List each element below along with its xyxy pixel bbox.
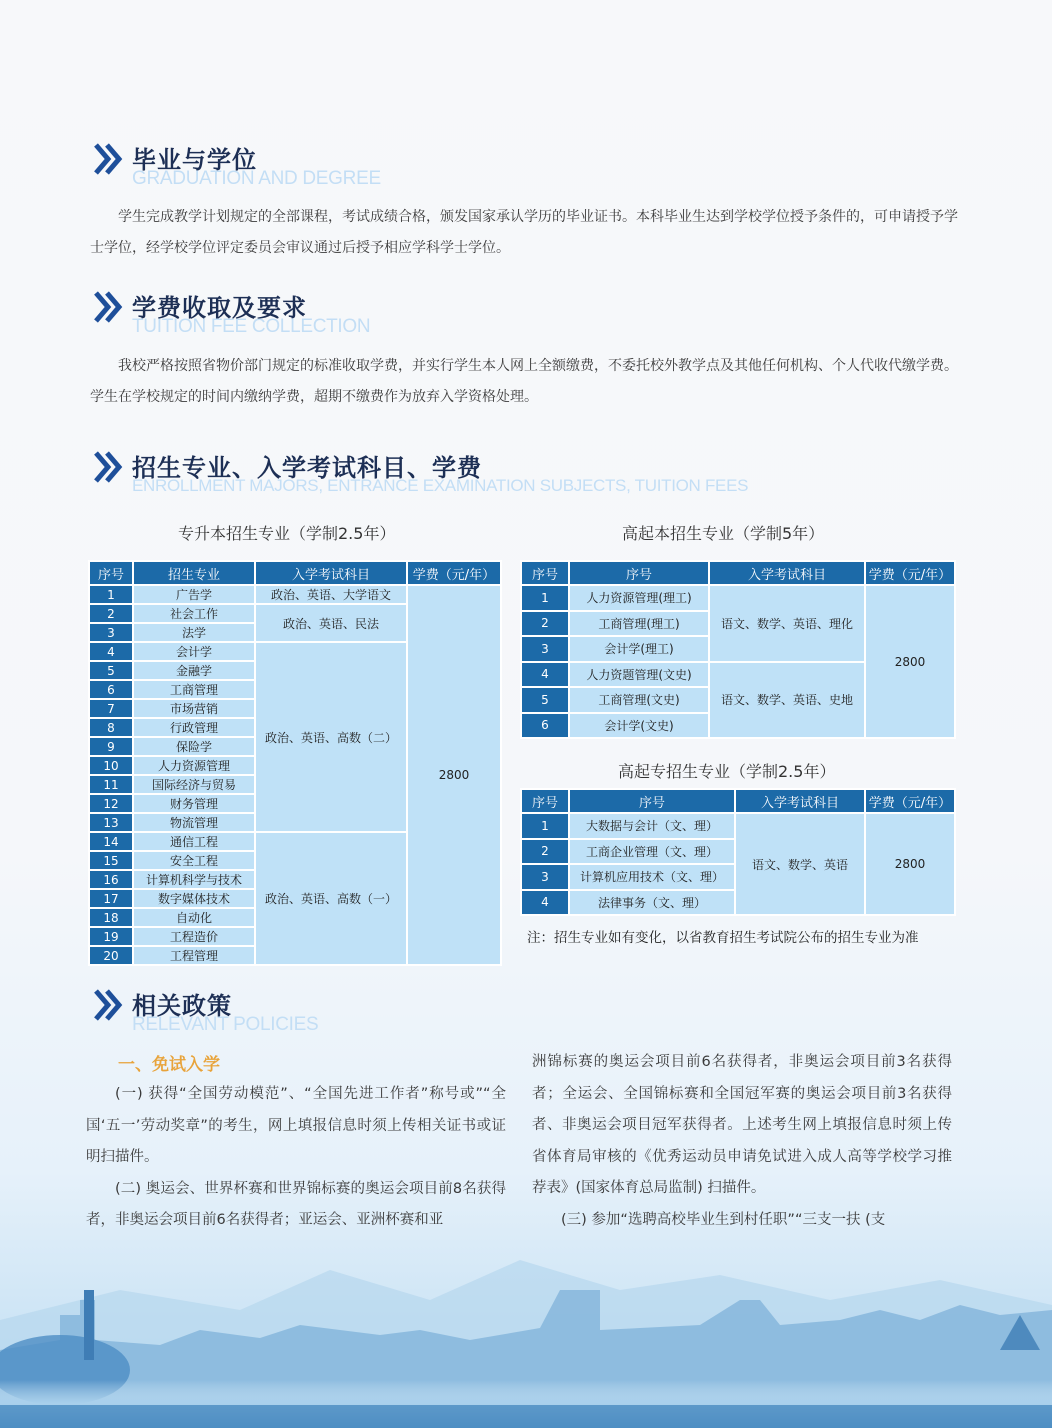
major-name: 计算机应用技术（文、理）	[569, 864, 735, 890]
double-chevron-icon	[92, 290, 126, 324]
tuition-text: 我校严格按照省物价部门规定的标准收取学费，并实行学生本人网上全额缴费，不委托校外教学点及其他任何机构、个人代收代缴学费。学生在学校规定的时间内缴纳学费，超期不缴费作为放弃入学资格处理。	[90, 358, 958, 405]
row-number: 12	[89, 794, 133, 813]
major-name: 通信工程	[133, 832, 255, 851]
major-name: 工程管理	[133, 946, 255, 965]
header-cell: 序号	[521, 789, 569, 813]
tuition-fee: 2800	[407, 585, 501, 965]
major-name: 工商管理(理工)	[569, 611, 709, 637]
header-cell: 序号	[569, 561, 709, 585]
major-name: 社会工作	[133, 604, 255, 623]
row-number: 6	[521, 713, 569, 739]
policy-right-column	[532, 1047, 952, 1236]
exam-subjects: 政治、英语、高数（二）	[255, 642, 407, 832]
row-number: 5	[521, 687, 569, 713]
table-gqz	[520, 788, 956, 916]
table-caption-gqb: 高起本招生专业（学制5年）	[622, 524, 825, 543]
exam-subjects: 语文、数学、英语	[735, 813, 865, 915]
major-name: 市场营销	[133, 699, 255, 718]
row-number: 4	[521, 890, 569, 916]
row-number: 13	[89, 813, 133, 832]
double-chevron-icon	[92, 450, 126, 484]
row-number: 20	[89, 946, 133, 965]
table-caption-gqz: 高起专招生专业（学制2.5年）	[618, 762, 836, 781]
tuition-fee: 2800	[865, 813, 955, 915]
major-name: 保险学	[133, 737, 255, 756]
section-subtitle: RELEVANT POLICIES	[132, 1014, 319, 1035]
campus-skyline-illustration	[0, 1230, 1052, 1428]
exam-subjects: 政治、英语、高数（一）	[255, 832, 407, 965]
row-number: 1	[521, 813, 569, 839]
row-number: 3	[521, 864, 569, 890]
major-name: 工商管理	[133, 680, 255, 699]
major-name: 会计学(理工)	[569, 636, 709, 662]
row-number: 2	[521, 839, 569, 865]
row-number: 18	[89, 908, 133, 927]
policy-paragraph: (二) 奥运会、世界杯赛和世界锦标赛的奥运会项目前8名获得者，非奥运会项目前6名获得者；亚运会、亚洲杯赛和亚	[86, 1180, 506, 1228]
row-number: 10	[89, 756, 133, 775]
header-cell: 入学考试科目	[709, 561, 865, 585]
policy-paragraph: 洲锦标赛的奥运会项目前6名获得者，非奥运会项目前3名获得者；全运会、全国锦标赛和全国冠军赛的奥运会项目前3名获得者、非奥运会项目冠军获得者。上述考生网上填报信息时须上传省体育局审核的《优秀运动员申请免试进入成人高等学校学习推荐表》(国家体育总局监制) 扫描件。	[532, 1054, 952, 1196]
row-number: 16	[89, 870, 133, 889]
row-number: 2	[89, 604, 133, 623]
section-title: 学费收取及要求	[132, 293, 307, 322]
table-caption-zsb: 专升本招生专业（学制2.5年）	[178, 524, 396, 543]
header-cell: 序号	[521, 561, 569, 585]
graduation-text: 学生完成教学计划规定的全部课程，考试成绩合格，颁发国家承认学历的毕业证书。本科毕业生达到学校学位授予条件的，可申请授予学士学位，经学校学位评定委员会审议通过后授予相应学科学士学位。	[90, 209, 958, 256]
section-subtitle: ENROLLMENT MAJORS, ENTRANCE EXAMINATION SUBJECTS, TUITION FEES	[132, 476, 749, 495]
row-number: 2	[521, 611, 569, 637]
row-number: 14	[89, 832, 133, 851]
exam-subjects: 政治、英语、大学语文	[255, 585, 407, 604]
major-name: 会计学(文史)	[569, 713, 709, 739]
policy-paragraph: (三) 参加“选聘高校毕业生到村任职”“三支一扶 (支	[561, 1211, 886, 1228]
header-cell: 序号	[569, 789, 735, 813]
major-name: 物流管理	[133, 813, 255, 832]
major-name: 安全工程	[133, 851, 255, 870]
table-zsb	[88, 560, 502, 966]
row-number: 17	[89, 889, 133, 908]
row-number: 1	[89, 585, 133, 604]
major-name: 国际经济与贸易	[133, 775, 255, 794]
major-name: 人力资题管理(文史)	[569, 662, 709, 688]
table-row	[521, 585, 955, 611]
major-name: 人力资源管理	[133, 756, 255, 775]
row-number: 6	[89, 680, 133, 699]
major-name: 人力资源管理(理工)	[569, 585, 709, 611]
row-number: 3	[521, 636, 569, 662]
major-name: 计算机科学与技术	[133, 870, 255, 889]
section-title: 招生专业、入学考试科目、学费	[132, 453, 482, 482]
header-cell: 学费（元/年）	[865, 789, 955, 813]
header-cell: 学费（元/年）	[865, 561, 955, 585]
row-number: 8	[89, 718, 133, 737]
major-name: 金融学	[133, 661, 255, 680]
header-cell: 招生专业	[133, 561, 255, 585]
major-name: 财务管理	[133, 794, 255, 813]
row-number: 4	[521, 662, 569, 688]
enrollment-note: 注：招生专业如有变化，以省教育招生考试院公布的招生专业为准	[527, 930, 919, 946]
row-number: 5	[89, 661, 133, 680]
policy-paragraph: (一) 获得“全国劳动模范”、“全国先进工作者”称号或”“全国‘五一’劳动奖章”的考生，网上填报信息时须上传相关证书或证明扫描件。	[86, 1086, 506, 1165]
double-chevron-icon	[92, 988, 126, 1022]
major-name: 自动化	[133, 908, 255, 927]
section-subtitle: GRADUATION AND DEGREE	[132, 168, 381, 189]
header-cell: 入学考试科目	[735, 789, 865, 813]
major-name: 工程造价	[133, 927, 255, 946]
section-title: 相关政策	[132, 991, 232, 1020]
policy-left-column	[86, 1079, 506, 1237]
major-name: 广告学	[133, 585, 255, 604]
major-name: 大数据与会计（文、理）	[569, 813, 735, 839]
row-number: 19	[89, 927, 133, 946]
header-cell: 序号	[89, 561, 133, 585]
major-name: 法律事务（文、理）	[569, 890, 735, 916]
exam-subjects: 语文、数学、英语、理化	[709, 585, 865, 662]
header-cell: 入学考试科目	[255, 561, 407, 585]
table-gqb	[520, 560, 956, 739]
major-name: 会计学	[133, 642, 255, 661]
section-title: 毕业与学位	[132, 145, 257, 174]
header-cell: 学费（元/年）	[407, 561, 501, 585]
major-name: 数字媒体技术	[133, 889, 255, 908]
tuition-fee: 2800	[865, 585, 955, 738]
major-name: 工商企业管理（文、理）	[569, 839, 735, 865]
row-number: 7	[89, 699, 133, 718]
row-number: 3	[89, 623, 133, 642]
major-name: 行政管理	[133, 718, 255, 737]
policy-subheading: 一、免试入学	[118, 1055, 220, 1075]
exam-subjects: 政治、英语、民法	[255, 604, 407, 642]
exam-subjects: 语文、数学、英语、史地	[709, 662, 865, 739]
major-name: 法学	[133, 623, 255, 642]
row-number: 4	[89, 642, 133, 661]
double-chevron-icon	[92, 142, 126, 176]
section-subtitle: TUITION FEE COLLECTION	[132, 316, 371, 337]
table-row	[89, 585, 501, 604]
row-number: 15	[89, 851, 133, 870]
row-number: 11	[89, 775, 133, 794]
row-number: 1	[521, 585, 569, 611]
row-number: 9	[89, 737, 133, 756]
major-name: 工商管理(文史)	[569, 687, 709, 713]
table-row	[521, 813, 955, 839]
